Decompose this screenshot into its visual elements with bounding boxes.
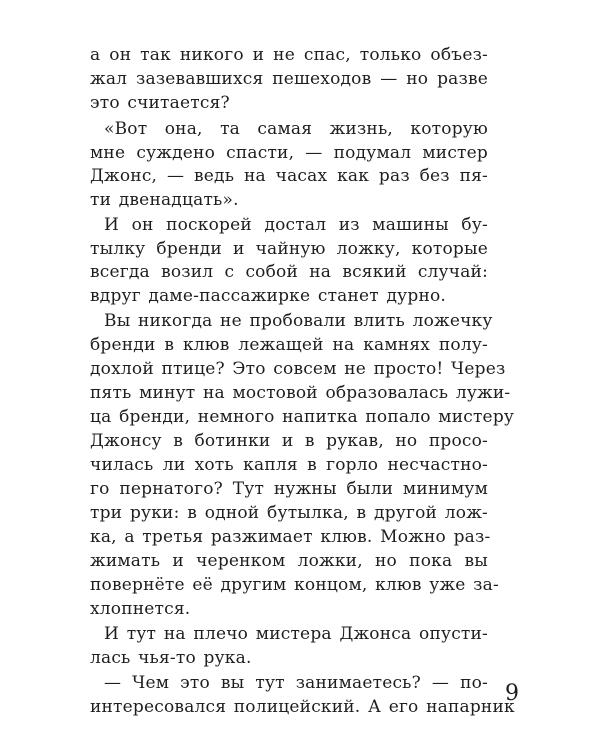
text-line: ка, а третья разжимает клюв. Можно раз- <box>90 527 491 547</box>
page-number: 9 <box>505 681 519 706</box>
text-line: тылку бренди и чайную ложку, которые <box>90 239 488 259</box>
text-line: ца бренди, немного напитка попало мистеру <box>90 407 515 427</box>
text-line: «Вот она, та самая жизнь, которую <box>104 119 488 139</box>
text-line: жал зазевавшихся пешеходов — но разве <box>90 69 488 89</box>
text-line: лась чья-то рука. <box>90 648 252 668</box>
text-line: Вы никогда не пробовали влить ложечку <box>104 311 493 331</box>
text-line: го пернатого? Тут нужны были минимум <box>90 479 488 499</box>
text-line: интересовался полицейский. А его напарник <box>90 697 515 717</box>
text-line: ти двенадцать». <box>90 190 239 210</box>
text-line: Джонс, — ведь на часах как раз без пя- <box>90 166 488 186</box>
text-line: мне суждено спасти, — подумал мистер <box>90 143 488 163</box>
text-line: жимать и черенком ложки, но пока вы <box>90 551 488 571</box>
text-line: а он так никого и не спас, только объез- <box>90 45 488 65</box>
text-line: всегда возил с собой на всякий случай: <box>90 262 488 282</box>
text-line: вдруг даме-пассажирке станет дурно. <box>90 286 447 306</box>
text-line: — Чем это вы тут занимаетесь? — по- <box>104 673 488 693</box>
text-line: повернёте её другим концом, клюв уже за- <box>90 575 499 595</box>
text-line: И он поскорей достал из машины бу- <box>104 215 488 235</box>
text-line: И тут на плечо мистера Джонса опусти- <box>104 624 488 644</box>
text-line: дохлой птице? Это совсем не просто! Через <box>90 359 506 379</box>
text-line: бренди в клюв лежащей на камнях полу- <box>90 335 488 355</box>
text-line: три руки: в одной бутылка, в другой лож- <box>90 503 488 523</box>
text-line: пять минут на мостовой образовалась лужи- <box>90 383 511 403</box>
text-line: хлопнется. <box>90 599 191 619</box>
text-line: это считается? <box>90 93 230 113</box>
text-line: Джонсу в ботинки и в рукав, но просо- <box>90 431 488 451</box>
text-line: чилась ли хоть капля в горло несчастно- <box>90 455 488 475</box>
